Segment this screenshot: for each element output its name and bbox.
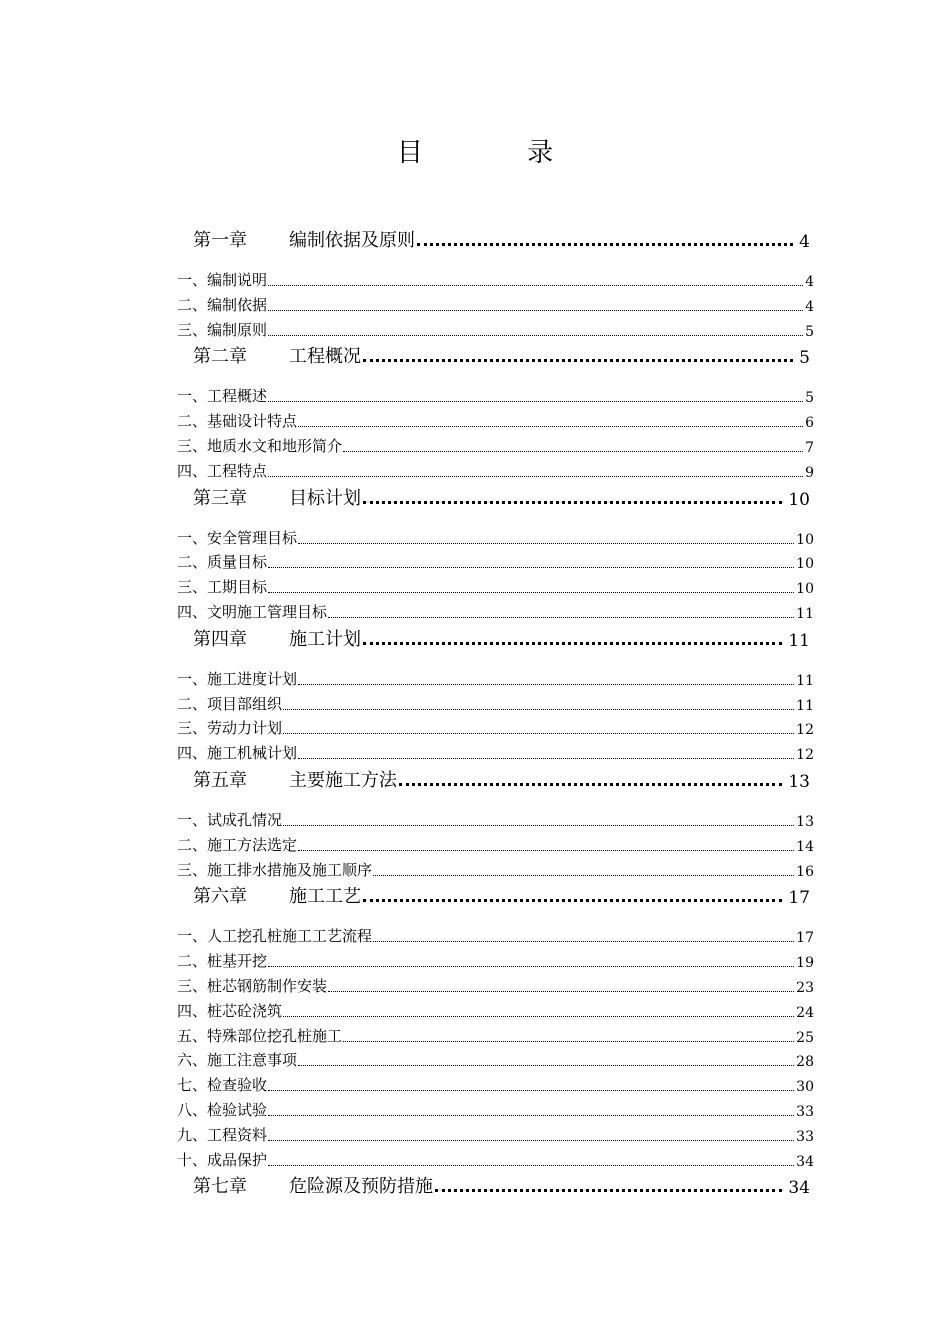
chapter-number: 第四章 [193, 628, 247, 650]
section-title: 二、桩基开挖 [177, 952, 268, 971]
toc-section-entry[interactable] [177, 1150, 814, 1170]
page-number: 14 [796, 838, 814, 855]
toc-section-entry[interactable] [177, 976, 814, 996]
section-title: 一、试成孔情况 [177, 811, 283, 829]
toc-section-entry[interactable] [177, 528, 814, 548]
dot-leader [363, 899, 782, 902]
toc-chapter-entry[interactable] [177, 882, 814, 908]
dot-leader [328, 991, 794, 992]
section-title: 九、工程资料 [177, 1125, 268, 1144]
page-number: 17 [796, 930, 814, 947]
page-number: 10 [796, 581, 814, 598]
dot-leader [399, 783, 782, 786]
page-number: 16 [796, 863, 814, 880]
page-number: 10 [796, 556, 814, 573]
chapter-number: 第三章 [193, 487, 247, 509]
page-number: 23 [796, 980, 814, 996]
dot-leader [268, 592, 794, 593]
dot-leader [268, 966, 794, 967]
page-number: 34 [788, 1178, 810, 1199]
section-title: 三、地质水文和地形简介 [177, 437, 343, 455]
dot-leader [268, 310, 803, 311]
toc-chapter-entry[interactable] [177, 766, 814, 792]
page-number: 11 [796, 672, 814, 689]
dot-leader [298, 426, 803, 427]
toc-section-entry[interactable] [177, 1075, 814, 1095]
toc-section-entry[interactable] [177, 669, 814, 689]
section-title: 二、项目部组织 [177, 694, 283, 713]
page-number: 5 [799, 348, 810, 369]
chapter-title: 施工计划 [289, 628, 361, 650]
chapter-title: 主要施工方法 [289, 770, 397, 791]
page-number: 34 [796, 1153, 814, 1170]
toc-section-entry[interactable] [177, 602, 814, 622]
section-title: 六、施工注意事项 [177, 1051, 298, 1070]
dot-leader [268, 1090, 794, 1091]
toc-section-entry[interactable] [177, 411, 814, 431]
toc-section-entry[interactable] [177, 1001, 814, 1021]
section-title: 三、工期目标 [177, 578, 268, 597]
dot-leader [373, 941, 794, 942]
dot-leader [328, 617, 794, 618]
dot-leader [268, 476, 803, 477]
toc-section-entry[interactable] [177, 1125, 814, 1145]
dot-leader [417, 243, 793, 246]
toc-section-entry[interactable] [177, 1100, 814, 1120]
chapter-number: 第六章 [193, 886, 247, 908]
dot-leader [298, 543, 794, 544]
dot-leader [363, 359, 793, 362]
page-number: 33 [796, 1104, 814, 1120]
dot-leader [283, 733, 794, 734]
toc-section-entry[interactable] [177, 926, 814, 946]
toc-section-entry[interactable] [177, 320, 814, 340]
dot-leader [268, 1165, 794, 1166]
toc-section-entry[interactable] [177, 1050, 814, 1070]
page-number: 13 [796, 814, 814, 830]
toc-chapter-entry[interactable] [177, 226, 814, 252]
dot-leader [363, 642, 782, 645]
toc-section-entry[interactable] [177, 694, 814, 714]
page-number: 17 [788, 888, 810, 909]
toc-section-entry[interactable] [177, 743, 814, 763]
section-title: 一、工程概述 [177, 387, 268, 406]
section-title: 四、施工机械计划 [177, 744, 298, 763]
page-number: 4 [805, 274, 814, 290]
section-title: 二、质量目标 [177, 553, 268, 572]
chapter-number: 第七章 [193, 1176, 247, 1198]
page-number: 33 [796, 1128, 814, 1145]
section-title: 四、工程特点 [177, 461, 268, 480]
page-number: 9 [805, 464, 814, 481]
chapter-title: 工程概况 [289, 346, 361, 368]
dot-leader [268, 1115, 794, 1116]
dot-leader [268, 1140, 794, 1141]
dot-leader [298, 758, 794, 759]
page-number: 28 [796, 1054, 814, 1071]
chapter-number: 第五章 [193, 770, 247, 791]
section-title: 二、基础设计特点 [177, 412, 298, 431]
toc-chapter-entry[interactable] [177, 342, 814, 368]
page-number: 19 [796, 955, 814, 972]
page-number: 11 [788, 630, 810, 651]
toc-section-entry[interactable] [177, 835, 814, 855]
page-number: 10 [796, 531, 814, 548]
page-number: 4 [799, 232, 810, 252]
section-title: 一、人工挖孔桩施工工艺流程 [177, 927, 373, 946]
dot-leader [298, 1065, 794, 1066]
dot-leader [268, 567, 794, 568]
section-title: 十、成品保护 [177, 1150, 268, 1169]
toc-section-entry[interactable] [177, 718, 814, 738]
section-title: 四、桩芯砼浇筑 [177, 1001, 283, 1020]
page-number: 12 [796, 747, 814, 764]
page-title: 目 录 [396, 138, 602, 168]
chapter-title: 编制依据及原则 [289, 230, 415, 251]
toc-section-entry[interactable] [177, 270, 814, 290]
section-title: 二、施工方法选定 [177, 835, 298, 854]
dot-leader [268, 401, 803, 402]
page-number: 30 [796, 1079, 814, 1096]
dot-leader [283, 825, 794, 826]
page-number: 5 [805, 390, 814, 407]
toc-section-entry[interactable] [177, 552, 814, 572]
section-title: 四、文明施工管理目标 [177, 603, 328, 621]
dot-leader [435, 1189, 782, 1192]
section-title: 七、检查验收 [177, 1076, 268, 1095]
toc-chapter-entry[interactable] [177, 484, 814, 510]
section-title: 八、检验试验 [177, 1101, 268, 1119]
page-number: 12 [796, 722, 814, 739]
section-title: 一、编制说明 [177, 271, 268, 289]
page-number: 4 [805, 298, 814, 315]
toc-section-entry[interactable] [177, 386, 814, 406]
dot-leader [268, 335, 803, 336]
page-number: 7 [805, 440, 814, 456]
section-title: 一、施工进度计划 [177, 669, 298, 688]
page-number: 5 [805, 323, 814, 340]
section-title: 三、桩芯钢筋制作安装 [177, 977, 328, 995]
toc-section-entry[interactable] [177, 1026, 814, 1046]
toc-section-entry[interactable] [177, 295, 814, 315]
section-title: 五、特殊部位挖孔桩施工 [177, 1026, 343, 1045]
section-title: 三、施工排水措施及施工顺序 [177, 860, 373, 879]
page-number: 10 [788, 489, 810, 510]
section-title: 三、劳动力计划 [177, 719, 283, 738]
dot-leader [298, 850, 794, 851]
dot-leader [373, 875, 794, 876]
page-number: 11 [796, 697, 814, 714]
chapter-title: 目标计划 [289, 487, 361, 509]
toc-section-entry[interactable] [177, 436, 814, 456]
chapter-number: 第二章 [193, 346, 247, 368]
toc-section-entry[interactable] [177, 860, 814, 880]
dot-leader [343, 451, 803, 452]
section-title: 三、编制原则 [177, 320, 268, 339]
toc-chapter-entry[interactable] [177, 625, 814, 651]
page-number: 6 [805, 415, 814, 432]
toc-section-entry[interactable] [177, 461, 814, 481]
page-number: 11 [796, 606, 814, 622]
dot-leader [343, 1041, 794, 1042]
toc-section-entry[interactable] [177, 951, 814, 971]
chapter-title: 危险源及预防措施 [289, 1176, 433, 1198]
chapter-number: 第一章 [193, 230, 247, 251]
dot-leader [363, 501, 782, 504]
dot-leader [283, 1016, 794, 1017]
dot-leader [298, 684, 794, 685]
dot-leader [283, 709, 794, 710]
section-title: 一、安全管理目标 [177, 528, 298, 547]
page-number: 24 [796, 1004, 814, 1021]
dot-leader [268, 285, 803, 286]
page-number: 25 [796, 1029, 814, 1046]
toc-chapter-entry[interactable] [177, 1172, 814, 1198]
section-title: 二、编制依据 [177, 295, 268, 314]
toc-section-entry[interactable] [177, 810, 814, 830]
toc-section-entry[interactable] [177, 577, 814, 597]
page-number: 13 [788, 772, 810, 792]
chapter-title: 施工工艺 [289, 886, 361, 908]
